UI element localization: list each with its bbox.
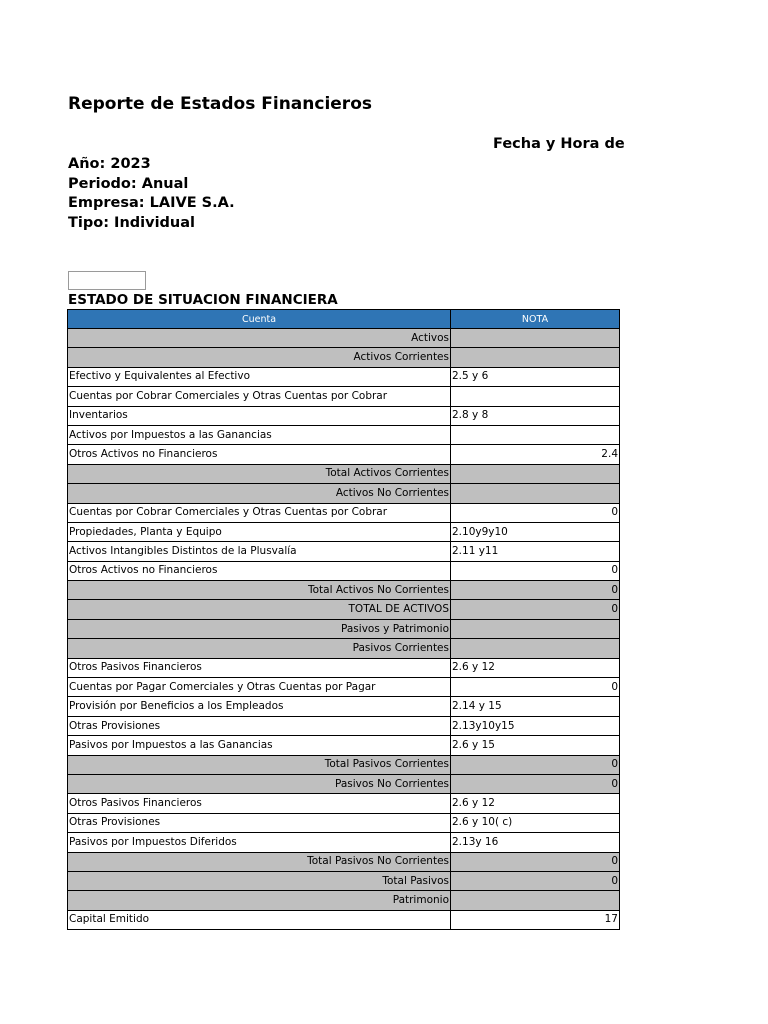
cell-nota[interactable]: 0 <box>451 852 620 871</box>
table-row <box>68 678 620 697</box>
cell-cuenta[interactable]: Activos Corrientes <box>68 348 451 367</box>
table-row <box>68 406 620 425</box>
meta-period: Periodo: Anual <box>68 175 189 192</box>
meta-company: Empresa: LAIVE S.A. <box>68 195 235 211</box>
cell-cuenta[interactable]: Activos No Corrientes <box>68 484 451 503</box>
cell-nota[interactable]: 0 <box>451 871 620 890</box>
table-row <box>68 367 620 386</box>
cell-nota[interactable]: 2.13y 16 <box>451 833 620 852</box>
report-meta <box>68 155 235 233</box>
table-group-row <box>68 464 620 483</box>
table-group-row <box>68 639 620 658</box>
cell-nota[interactable]: 0 <box>451 755 620 774</box>
table-row <box>68 697 620 716</box>
table-row <box>68 794 620 813</box>
table-row <box>68 503 620 522</box>
cell-cuenta[interactable]: TOTAL DE ACTIVOS <box>68 600 451 619</box>
column-header-nota: NOTA <box>451 310 620 329</box>
cell-nota[interactable]: 2.6 y 12 <box>451 658 620 677</box>
cell-nota[interactable]: 2.10y9y10 <box>451 522 620 541</box>
empty-cell-box[interactable] <box>68 271 146 290</box>
table-row <box>68 445 620 464</box>
cell-nota[interactable]: 2.13y10y15 <box>451 716 620 735</box>
table-row <box>68 813 620 832</box>
cell-cuenta[interactable]: Activos Intangibles Distintos de la Plusvalía <box>68 542 451 561</box>
table-body <box>68 329 620 930</box>
table-group-row <box>68 774 620 793</box>
cell-cuenta[interactable]: Patrimonio <box>68 891 451 910</box>
column-header-cuenta: Cuenta <box>68 310 451 329</box>
table-row <box>68 542 620 561</box>
cell-nota[interactable] <box>451 348 620 367</box>
table-group-row <box>68 852 620 871</box>
cell-nota[interactable] <box>451 464 620 483</box>
table-row <box>68 658 620 677</box>
cell-nota[interactable]: 0 <box>451 561 620 580</box>
table-group-row <box>68 329 620 348</box>
cell-nota[interactable]: 2.14 y 15 <box>451 697 620 716</box>
report-datetime-label: Fecha y Hora de <box>493 136 625 152</box>
cell-cuenta[interactable]: Total Pasivos Corrientes <box>68 755 451 774</box>
meta-year: Año: 2023 <box>68 156 151 172</box>
cell-nota[interactable]: 0 <box>451 581 620 600</box>
cell-cuenta[interactable]: Pasivos por Impuestos Diferidos <box>68 833 451 852</box>
table-header-row <box>68 310 620 329</box>
table-group-row <box>68 755 620 774</box>
report-title: Reporte de Estados Financieros <box>68 94 372 114</box>
meta-type: Tipo: Individual <box>68 214 195 231</box>
cell-cuenta[interactable]: Cuentas por Cobrar Comerciales y Otras Cuentas por Cobrar <box>68 503 451 522</box>
cell-cuenta[interactable]: Total Pasivos No Corrientes <box>68 852 451 871</box>
cell-nota[interactable]: 2.6 y 10( c) <box>451 813 620 832</box>
cell-nota[interactable]: 0 <box>451 774 620 793</box>
cell-cuenta[interactable]: Cuentas por Cobrar Comerciales y Otras Cuentas por Cobrar <box>68 387 451 406</box>
table-row <box>68 561 620 580</box>
cell-nota[interactable] <box>451 619 620 638</box>
cell-nota[interactable]: 2.6 y 15 <box>451 736 620 755</box>
table-row <box>68 716 620 735</box>
table-row <box>68 522 620 541</box>
cell-cuenta[interactable]: Total Pasivos <box>68 871 451 890</box>
cell-cuenta[interactable]: Otros Pasivos Financieros <box>68 658 451 677</box>
cell-cuenta[interactable]: Otras Provisiones <box>68 716 451 735</box>
table-group-row <box>68 484 620 503</box>
cell-nota[interactable] <box>451 484 620 503</box>
cell-nota[interactable]: 0 <box>451 600 620 619</box>
cell-nota[interactable] <box>451 425 620 444</box>
cell-cuenta[interactable]: Pasivos por Impuestos a las Ganancias <box>68 736 451 755</box>
cell-cuenta[interactable]: Pasivos No Corrientes <box>68 774 451 793</box>
table-row <box>68 736 620 755</box>
cell-nota[interactable]: 0 <box>451 503 620 522</box>
cell-cuenta[interactable]: Activos por Impuestos a las Ganancias <box>68 425 451 444</box>
table-group-row <box>68 891 620 910</box>
cell-nota[interactable]: 17 <box>451 910 620 929</box>
table-row <box>68 425 620 444</box>
cell-nota[interactable] <box>451 387 620 406</box>
cell-nota[interactable] <box>451 329 620 348</box>
cell-nota[interactable] <box>451 639 620 658</box>
cell-nota[interactable]: 2.11 y11 <box>451 542 620 561</box>
cell-cuenta[interactable]: Total Activos Corrientes <box>68 464 451 483</box>
table-row <box>68 387 620 406</box>
cell-cuenta[interactable]: Inventarios <box>68 406 451 425</box>
financial-statement-table <box>67 309 620 930</box>
cell-cuenta[interactable]: Otras Provisiones <box>68 813 451 832</box>
cell-cuenta[interactable]: Pasivos Corrientes <box>68 639 451 658</box>
cell-nota[interactable] <box>451 891 620 910</box>
cell-cuenta[interactable]: Propiedades, Planta y Equipo <box>68 522 451 541</box>
cell-cuenta[interactable]: Otros Activos no Financieros <box>68 445 451 464</box>
cell-cuenta[interactable]: Provisión por Beneficios a los Empleados <box>68 697 451 716</box>
cell-nota[interactable]: 2.6 y 12 <box>451 794 620 813</box>
cell-cuenta[interactable]: Activos <box>68 329 451 348</box>
table-group-row <box>68 619 620 638</box>
cell-nota[interactable]: 2.4 <box>451 445 620 464</box>
table-row <box>68 910 620 929</box>
table-group-row <box>68 581 620 600</box>
cell-cuenta[interactable]: Efectivo y Equivalentes al Efectivo <box>68 367 451 386</box>
cell-cuenta[interactable]: Cuentas por Pagar Comerciales y Otras Cuentas por Pagar <box>68 678 451 697</box>
cell-nota[interactable]: 2.5 y 6 <box>451 367 620 386</box>
cell-cuenta[interactable]: Pasivos y Patrimonio <box>68 619 451 638</box>
table-group-row <box>68 600 620 619</box>
cell-cuenta[interactable]: Capital Emitido <box>68 910 451 929</box>
cell-nota[interactable]: 2.8 y 8 <box>451 406 620 425</box>
section-title: ESTADO DE SITUACION FINANCIERA <box>68 292 338 308</box>
cell-nota[interactable]: 0 <box>451 678 620 697</box>
cell-cuenta[interactable]: Total Activos No Corrientes <box>68 581 451 600</box>
table-group-row <box>68 348 620 367</box>
table-row <box>68 833 620 852</box>
table-group-row <box>68 871 620 890</box>
cell-cuenta[interactable]: Otros Pasivos Financieros <box>68 794 451 813</box>
cell-cuenta[interactable]: Otros Activos no Financieros <box>68 561 451 580</box>
